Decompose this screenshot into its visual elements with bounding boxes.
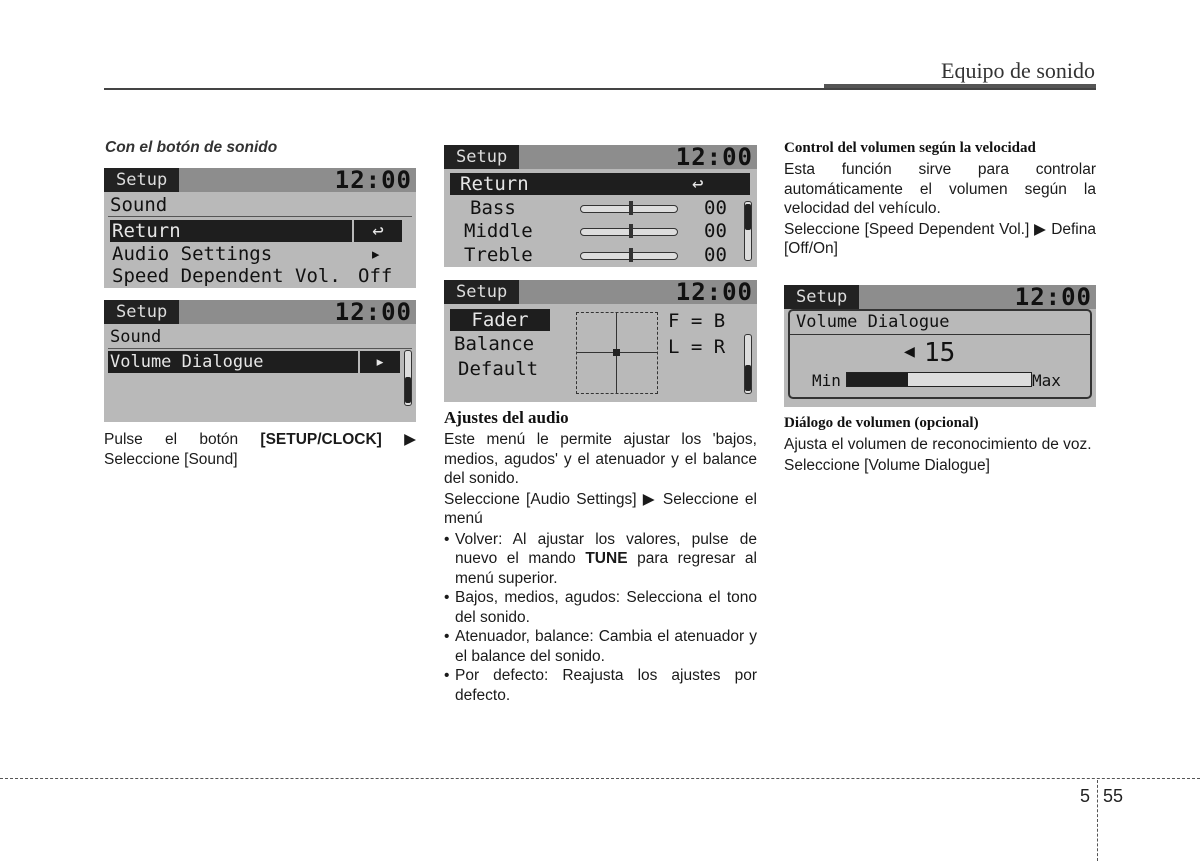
screen-fader-balance <box>444 280 757 402</box>
speed-volume-heading: Control del volumen según la velocidad <box>784 140 1036 156</box>
section-title: Equipo de sonido <box>941 58 1095 83</box>
screen-menu-title: Sound <box>110 327 162 347</box>
return-icon: ↩ <box>354 220 402 242</box>
page-divider <box>1097 780 1098 861</box>
screen-clock: 12:00 <box>675 280 753 306</box>
screen-setup-sound <box>104 168 416 288</box>
volume-dialogue-heading: Diálogo de volumen (opcional) <box>784 415 979 431</box>
max-label: Max <box>1032 371 1061 390</box>
screen-menu-title: Sound <box>110 194 168 216</box>
volume-dialogue-panel <box>788 309 1092 399</box>
menu-item-speed-dependent-vol[interactable]: Speed Dependent Vol. <box>112 265 341 287</box>
min-label: Min <box>812 371 841 390</box>
scrollbar[interactable] <box>744 201 752 261</box>
panel-title: Volume Dialogue <box>796 312 950 332</box>
instruction-paragraph: Pulse el botón [SETUP/CLOCK] ▶ Seleccione [Sound] <box>104 431 417 468</box>
volume-level-bar[interactable] <box>846 372 1032 387</box>
chapter-number: 5 <box>1080 786 1091 806</box>
menu-item-volume-dialogue[interactable]: Volume Dialogue <box>108 351 358 373</box>
treble-value: 00 <box>704 244 727 266</box>
footer-rule <box>0 778 1200 779</box>
speed-dependent-value: Off <box>358 265 393 287</box>
arrow-right-icon: ▸ <box>370 243 382 265</box>
screen-tab-label: Setup <box>444 280 519 304</box>
speed-volume-body: Esta función sirve para controlar automáticamente el volumen según la velocidad del vehículo. Seleccione [Speed Dependent Vol.] ▶ Defina [Off/On] <box>784 161 1096 257</box>
bass-slider[interactable] <box>580 205 678 213</box>
volume-dialogue-body: Ajusta el volumen de reconocimiento de voz. Seleccione [Volume Dialogue] <box>784 436 1092 474</box>
screen-tab-label: Setup <box>784 285 859 309</box>
audio-settings-heading: Ajustes del audio <box>444 408 569 427</box>
fader-value: F = B <box>668 310 726 332</box>
screen-tab-label: Setup <box>104 300 179 324</box>
subsection-title: Con el botón de sonido <box>105 139 278 156</box>
menu-item-audio-settings[interactable]: Audio Settings <box>112 243 273 265</box>
screen-divider <box>108 348 412 349</box>
menu-item-default[interactable]: Default <box>458 358 539 380</box>
menu-item-return[interactable]: Return <box>110 220 352 242</box>
menu-item-fader[interactable]: Fader <box>450 309 550 331</box>
treble-slider[interactable] <box>580 252 678 260</box>
position-marker <box>613 349 620 356</box>
screen-tab-label: Setup <box>104 168 179 192</box>
header-rule <box>104 88 1096 90</box>
middle-value: 00 <box>704 220 727 242</box>
screen-divider <box>108 216 412 217</box>
middle-label[interactable]: Middle <box>464 220 533 242</box>
menu-item-balance[interactable]: Balance <box>454 333 535 355</box>
return-icon: ↩ <box>692 173 704 195</box>
screen-audio-tone <box>444 145 757 267</box>
arrow-right-icon: ▸ <box>360 351 400 373</box>
speaker-icon: ◀ <box>904 341 915 362</box>
screen-clock: 12:00 <box>334 300 412 326</box>
bass-value: 00 <box>704 197 727 219</box>
balance-value: L = R <box>668 336 726 358</box>
screen-clock: 12:00 <box>675 145 753 171</box>
screen-clock: 12:00 <box>1014 285 1092 311</box>
menu-item-return[interactable]: Return <box>450 173 750 195</box>
scrollbar[interactable] <box>744 334 752 394</box>
volume-value: 15 <box>924 338 956 368</box>
audio-settings-body: Este menú le permite ajustar los 'bajos, medios, agudos' y el atenuador y el balance del sonido. Seleccione [Audio Settings] ▶ Seleccione el menú • Volver: Al ajustar los valores, pulse de nuevo el mando TUNE para regresar al menú superior. • Bajos, medios, agudos: Selecciona el tono del sonido. • Atenuador, balance: Cambia el atenuador y el balance del sonido. • Por defecto: Reajusta los ajustes por defecto. <box>444 431 757 704</box>
fader-balance-grid[interactable] <box>576 312 658 394</box>
screen-clock: 12:00 <box>334 168 412 194</box>
screen-volume-dialogue <box>784 285 1096 407</box>
scrollbar[interactable] <box>404 350 412 406</box>
page-number: 55 <box>1103 786 1124 806</box>
treble-label[interactable]: Treble <box>464 244 533 266</box>
middle-slider[interactable] <box>580 228 678 236</box>
bass-label[interactable]: Bass <box>470 197 516 219</box>
screen-tab-label: Setup <box>444 145 519 169</box>
screen-volume-dialogue-menu <box>104 300 416 422</box>
